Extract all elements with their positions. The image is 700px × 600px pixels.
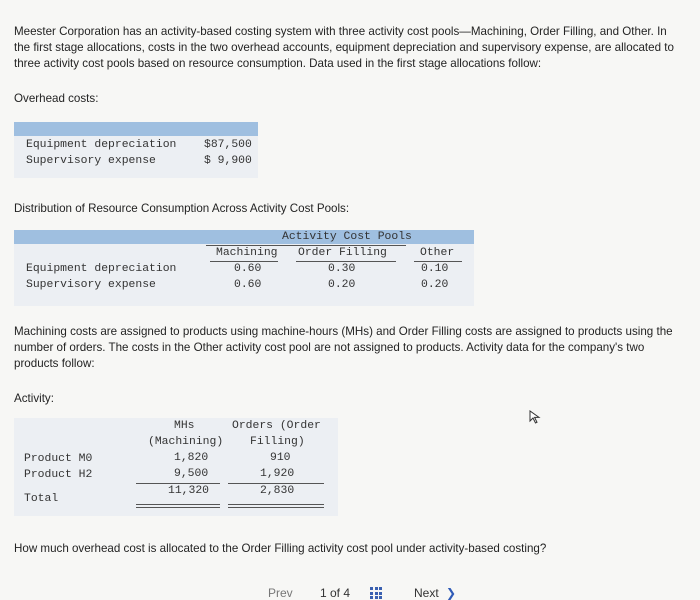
overhead-row-name: Equipment depreciation (26, 139, 177, 151)
distribution-value: 0.60 (234, 279, 262, 291)
middle-line-3: products follow: (14, 357, 95, 370)
distribution-value: 0.10 (421, 263, 449, 275)
activity-mhs-value: 9,500 (174, 468, 209, 480)
double-rule (228, 507, 324, 508)
orders-header-line-1: Orders (Order (232, 420, 321, 432)
header-underline (296, 261, 396, 262)
chevron-right-icon: ❯ (446, 586, 457, 600)
page-indicator: 1 of 4 (320, 586, 351, 600)
column-header-machining: Machining (216, 247, 278, 259)
total-rule (136, 483, 220, 484)
mhs-header-line-1: MHs (174, 420, 195, 432)
activity-table (14, 418, 338, 516)
distribution-value: 0.20 (421, 279, 449, 291)
grid-icon[interactable] (370, 587, 382, 599)
activity-total-label: Total (24, 493, 59, 505)
distribution-value: 0.30 (328, 263, 356, 275)
activity-label: Activity: (14, 392, 54, 405)
overhead-row-value: $ 9,900 (204, 155, 252, 167)
activity-row-name: Product H2 (24, 469, 93, 481)
intro-line-3: three activity cost pools based on resource consumption. Data used in the first stage allocations follow: (14, 57, 542, 70)
activity-orders-value: 910 (270, 452, 291, 464)
activity-orders-value: 1,920 (260, 468, 295, 480)
middle-line-1: Machining costs are assigned to products using machine-hours (MHs) and Order Filling costs are assigned to products using the (14, 325, 673, 338)
cursor-icon (528, 410, 542, 424)
total-rule (228, 483, 324, 484)
distribution-row-name: Equipment depreciation (26, 263, 177, 275)
activity-mhs-value: 1,820 (174, 452, 209, 464)
intro-paragraph (14, 24, 674, 72)
middle-paragraph (14, 324, 673, 372)
header-rule (206, 245, 406, 246)
header-underline (414, 261, 462, 262)
middle-line-2: number of orders. The costs in the Other activity cost pool are not assigned to products. Activity data for the company's two (14, 341, 645, 354)
distribution-value: 0.60 (234, 263, 262, 275)
question-text: How much overhead cost is allocated to the Order Filling activity cost pool under activity-based costing? (14, 542, 547, 555)
double-rule (228, 504, 324, 505)
next-label: Next (414, 586, 439, 600)
overhead-row-name: Supervisory expense (26, 155, 156, 167)
column-header-order-filling: Order Filling (298, 247, 387, 259)
mhs-header-line-2: (Machining) (148, 436, 224, 448)
orders-header-line-2: Filling) (250, 436, 305, 448)
overhead-row-value: $87,500 (204, 139, 252, 151)
overhead-costs-table (14, 122, 258, 178)
next-button[interactable] (414, 586, 456, 600)
header-underline (210, 261, 278, 262)
distribution-row-name: Supervisory expense (26, 279, 156, 291)
activity-total-orders: 2,830 (260, 485, 295, 497)
activity-total-mhs: 11,320 (168, 485, 210, 497)
prev-button[interactable]: Prev (268, 586, 293, 600)
column-header-other: Other (420, 247, 455, 259)
distribution-table (14, 230, 474, 306)
overhead-costs-label: Overhead costs: (14, 92, 99, 105)
double-rule (136, 504, 220, 505)
distribution-value: 0.20 (328, 279, 356, 291)
activity-row-name: Product M0 (24, 453, 93, 465)
intro-line-2: the first stage allocations, costs in the two overhead accounts, equipment depreciation and supervisory expense, are allocated to (14, 41, 674, 54)
intro-line-1: Meester Corporation has an activity-based costing system with three activity cost pools—Machining, Order Filling, and Other. In (14, 25, 667, 38)
activity-cost-pools-header: Activity Cost Pools (282, 231, 412, 243)
distribution-label: Distribution of Resource Consumption Across Activity Cost Pools: (14, 202, 350, 215)
double-rule (136, 507, 220, 508)
